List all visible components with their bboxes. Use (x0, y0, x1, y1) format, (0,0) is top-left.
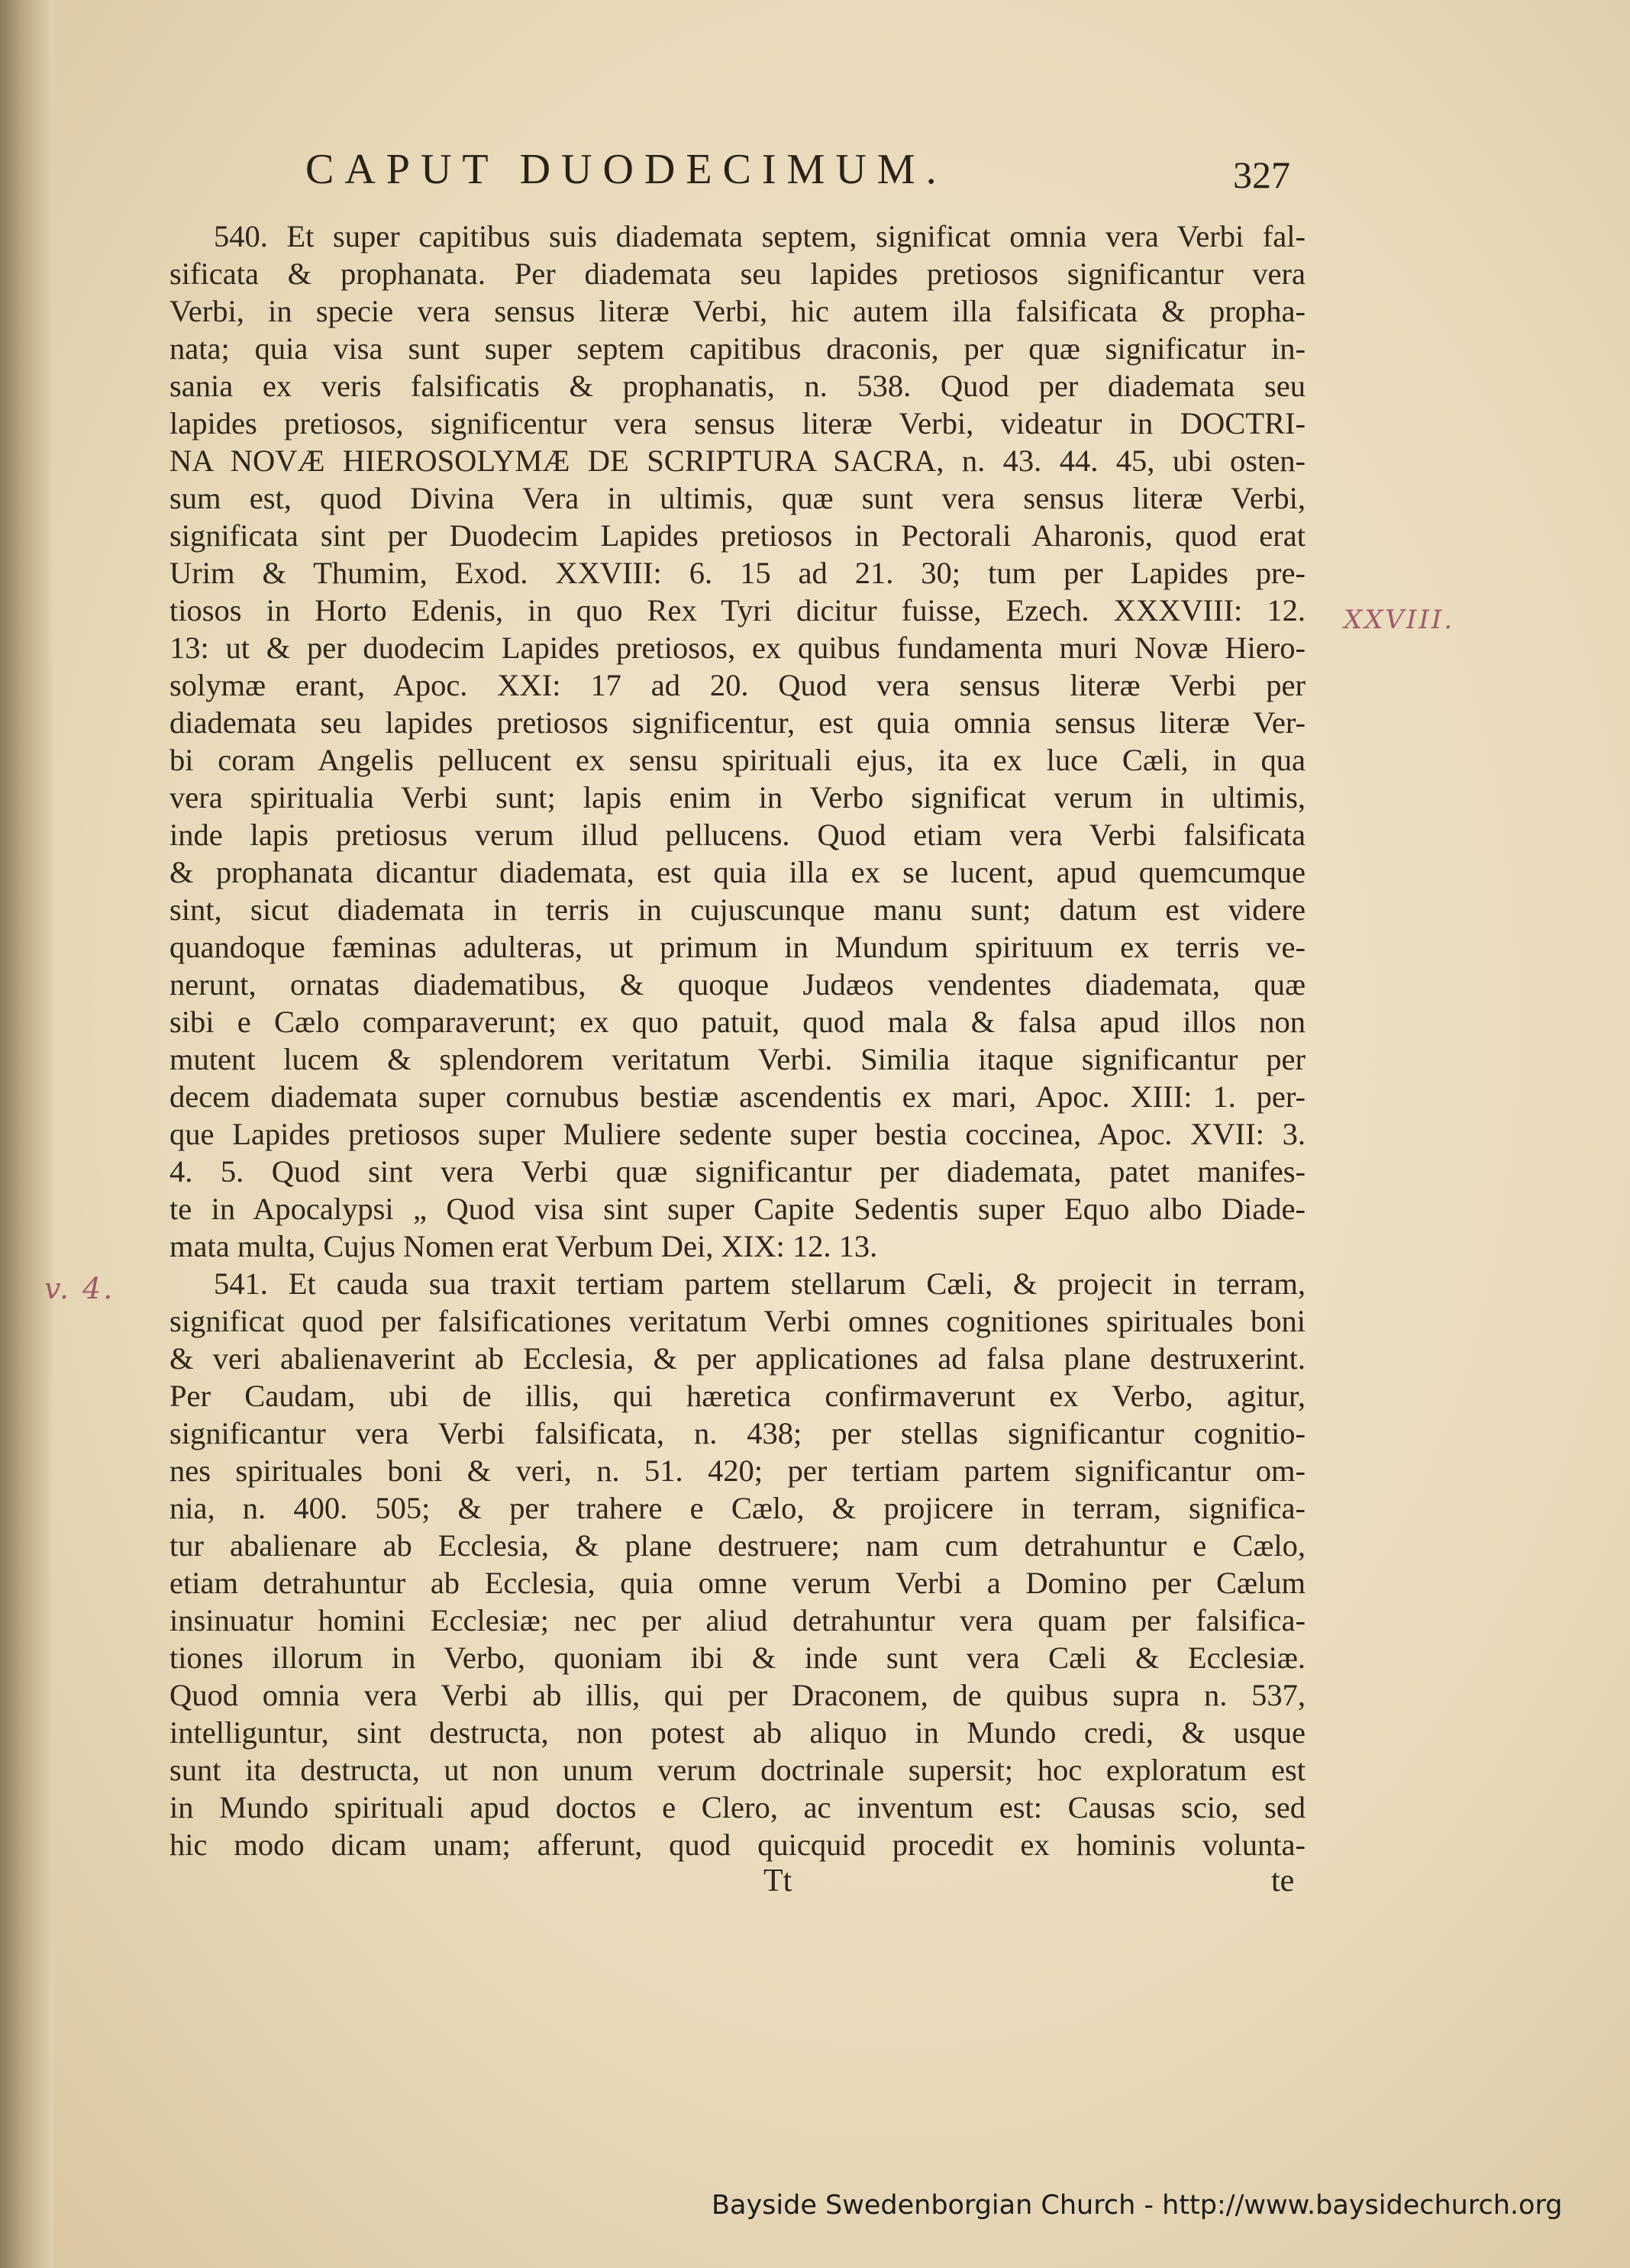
text-line: significata sint per Duodecim Lapides pretiosos in Pectorali Aharonis, quod erat (169, 518, 1306, 553)
text-line: nes spirituales boni & veri, n. 51. 420; per tertiam partem significantur om- (169, 1453, 1306, 1488)
text-line: hic modo dicam unam; afferunt, quod quicquid procedit ex hominis volunta- (169, 1828, 1306, 1862)
text-line: sint, sicut diademata in terris in cujuscunque manu sunt; datum est videre (169, 892, 1306, 927)
text-line: 541. Et cauda sua traxit tertiam partem stellarum Cæli, & projecit in terram, (214, 1266, 1306, 1301)
text-line: & prophanata dicantur diademata, est quia illa ex se lucent, apud quemcumque (169, 855, 1306, 889)
text-line: in Mundo spirituali apud doctos e Clero, ac inventum est: Causas scio, sed (169, 1790, 1306, 1824)
text-line: quandoque fæminas adulteras, ut primum in Mundum spirituum ex terris ve- (169, 930, 1306, 964)
text-line: Per Caudam, ubi de illis, qui hæretica confirmaverunt ex Verbo, agitur, (169, 1379, 1306, 1413)
text-line: sunt ita destructa, ut non unum verum doctrinale supersit; hoc exploratum est (169, 1753, 1306, 1787)
body-text (169, 218, 1306, 1863)
text-line: tur abalienare ab Ecclesia, & plane destruere; nam cum detrahuntur e Cælo, (169, 1528, 1306, 1563)
text-line: decem diademata super cornubus bestiæ ascendentis ex mari, Apoc. XIII: 1. per- (169, 1079, 1306, 1114)
text-line: lapides pretiosos, significentur vera sensus literæ Verbi, videatur in DOCTRI- (169, 406, 1306, 440)
source-footer: Bayside Swedenborgian Church - http://www.baysidechurch.org (712, 2190, 1563, 2221)
text-line: tiosos in Horto Edenis, in quo Rex Tyri dicitur fuisse, Ezech. XXXVIII: 12. (169, 593, 1306, 627)
text-line: diademata seu lapides pretiosos significentur, est quia omnia sensus literæ Ver- (169, 705, 1306, 740)
text-line: 4. 5. Quod sint vera Verbi quæ significantur per diademata, patet manifes- (169, 1154, 1306, 1189)
text-line: bi coram Angelis pellucent ex sensu spirituali ejus, ita ex luce Cæli, in qua (169, 743, 1306, 777)
text-line: mata multa, Cujus Nomen erat Verbum Dei, XIX: 12. 13. (169, 1229, 878, 1263)
text-line: & veri abalienaverint ab Ecclesia, & per applicationes ad falsa plane destruxerint. (169, 1341, 1306, 1376)
text-line: sum est, quod Divina Vera in ultimis, quæ sunt vera sensus literæ Verbi, (169, 481, 1306, 515)
margin-note-left: v. 4. (44, 1272, 115, 1305)
running-header: CAPUT DUODECIMUM. (305, 146, 947, 193)
text-line: sania ex veris falsificatis & prophanatis, n. 538. Quod per diademata seu (169, 369, 1306, 403)
text-line: Verbi, in specie vera sensus literæ Verbi, hic autem illa falsificata & propha- (169, 294, 1306, 328)
text-line: intelliguntur, sint destructa, non potest ab aliquo in Mundo credi, & usque (169, 1715, 1306, 1750)
text-line: sificata & prophanata. Per diademata seu lapides pretiosos significantur vera (169, 256, 1306, 291)
text-line: nia, n. 400. 505; & per trahere e Cælo, & projicere in terram, significa- (169, 1491, 1306, 1525)
text-line: significantur vera Verbi falsificata, n. 438; per stellas significantur cognitio- (169, 1416, 1306, 1450)
text-line: etiam detrahuntur ab Ecclesia, quia omne verum Verbi a Domino per Cælum (169, 1566, 1306, 1600)
margin-note-right: XXVIII. (1344, 605, 1455, 635)
page-number: 327 (1233, 153, 1290, 196)
text-line: Quod omnia vera Verbi ab illis, qui per Draconem, de quibus supra n. 537, (169, 1678, 1306, 1712)
text-line: sibi e Cælo comparaverunt; ex quo patuit, quod mala & falsa apud illos non (169, 1005, 1306, 1039)
text-line: que Lapides pretiosos super Muliere sedente super bestia coccinea, Apoc. XVII: 3. (169, 1117, 1306, 1151)
text-line: te in Apocalypsi „ Quod visa sint super Capite Sedentis super Equo albo Diade- (169, 1192, 1306, 1226)
text-line: 13: ut & per duodecim Lapides pretiosos, ex quibus fundamenta muri Novæ Hiero- (169, 631, 1306, 665)
text-line: insinuatur homini Ecclesiæ; nec per aliud detrahuntur vera quam per falsifica- (169, 1603, 1306, 1637)
text-line: Urim & Thumim, Exod. XXVIII: 6. 15 ad 21. 30; tum per Lapides pre- (169, 556, 1306, 590)
text-line: solymæ erant, Apoc. XXI: 17 ad 20. Quod vera sensus literæ Verbi per (169, 668, 1306, 702)
catchword: te (1271, 1863, 1295, 1899)
binding-gutter (0, 0, 53, 2268)
text-line: NA NOVÆ HIEROSOLYMÆ DE SCRIPTURA SACRA, n. 43. 44. 45, ubi osten- (169, 444, 1306, 478)
signature-mark: Tt (763, 1863, 792, 1899)
text-line: tiones illorum in Verbo, quoniam ibi & inde sunt vera Cæli & Ecclesiæ. (169, 1641, 1306, 1675)
text-line: significat quod per falsificationes veritatum Verbi omnes cognitiones spirituales boni (169, 1304, 1306, 1338)
text-line: inde lapis pretiosus verum illud pellucens. Quod etiam vera Verbi falsificata (169, 818, 1306, 852)
text-line: vera spiritualia Verbi sunt; lapis enim in Verbo significat verum in ultimis, (169, 780, 1306, 815)
text-line: nata; quia visa sunt super septem capitibus draconis, per quæ significatur in- (169, 331, 1306, 366)
text-line: 540. Et super capitibus suis diademata septem, significat omnia vera Verbi fal- (214, 219, 1306, 253)
text-line: mutent lucem & splendorem veritatum Verbi. Similia itaque significantur per (169, 1042, 1306, 1076)
text-line: nerunt, ornatas diadematibus, & quoque Judæos vendentes diademata, quæ (169, 967, 1306, 1002)
